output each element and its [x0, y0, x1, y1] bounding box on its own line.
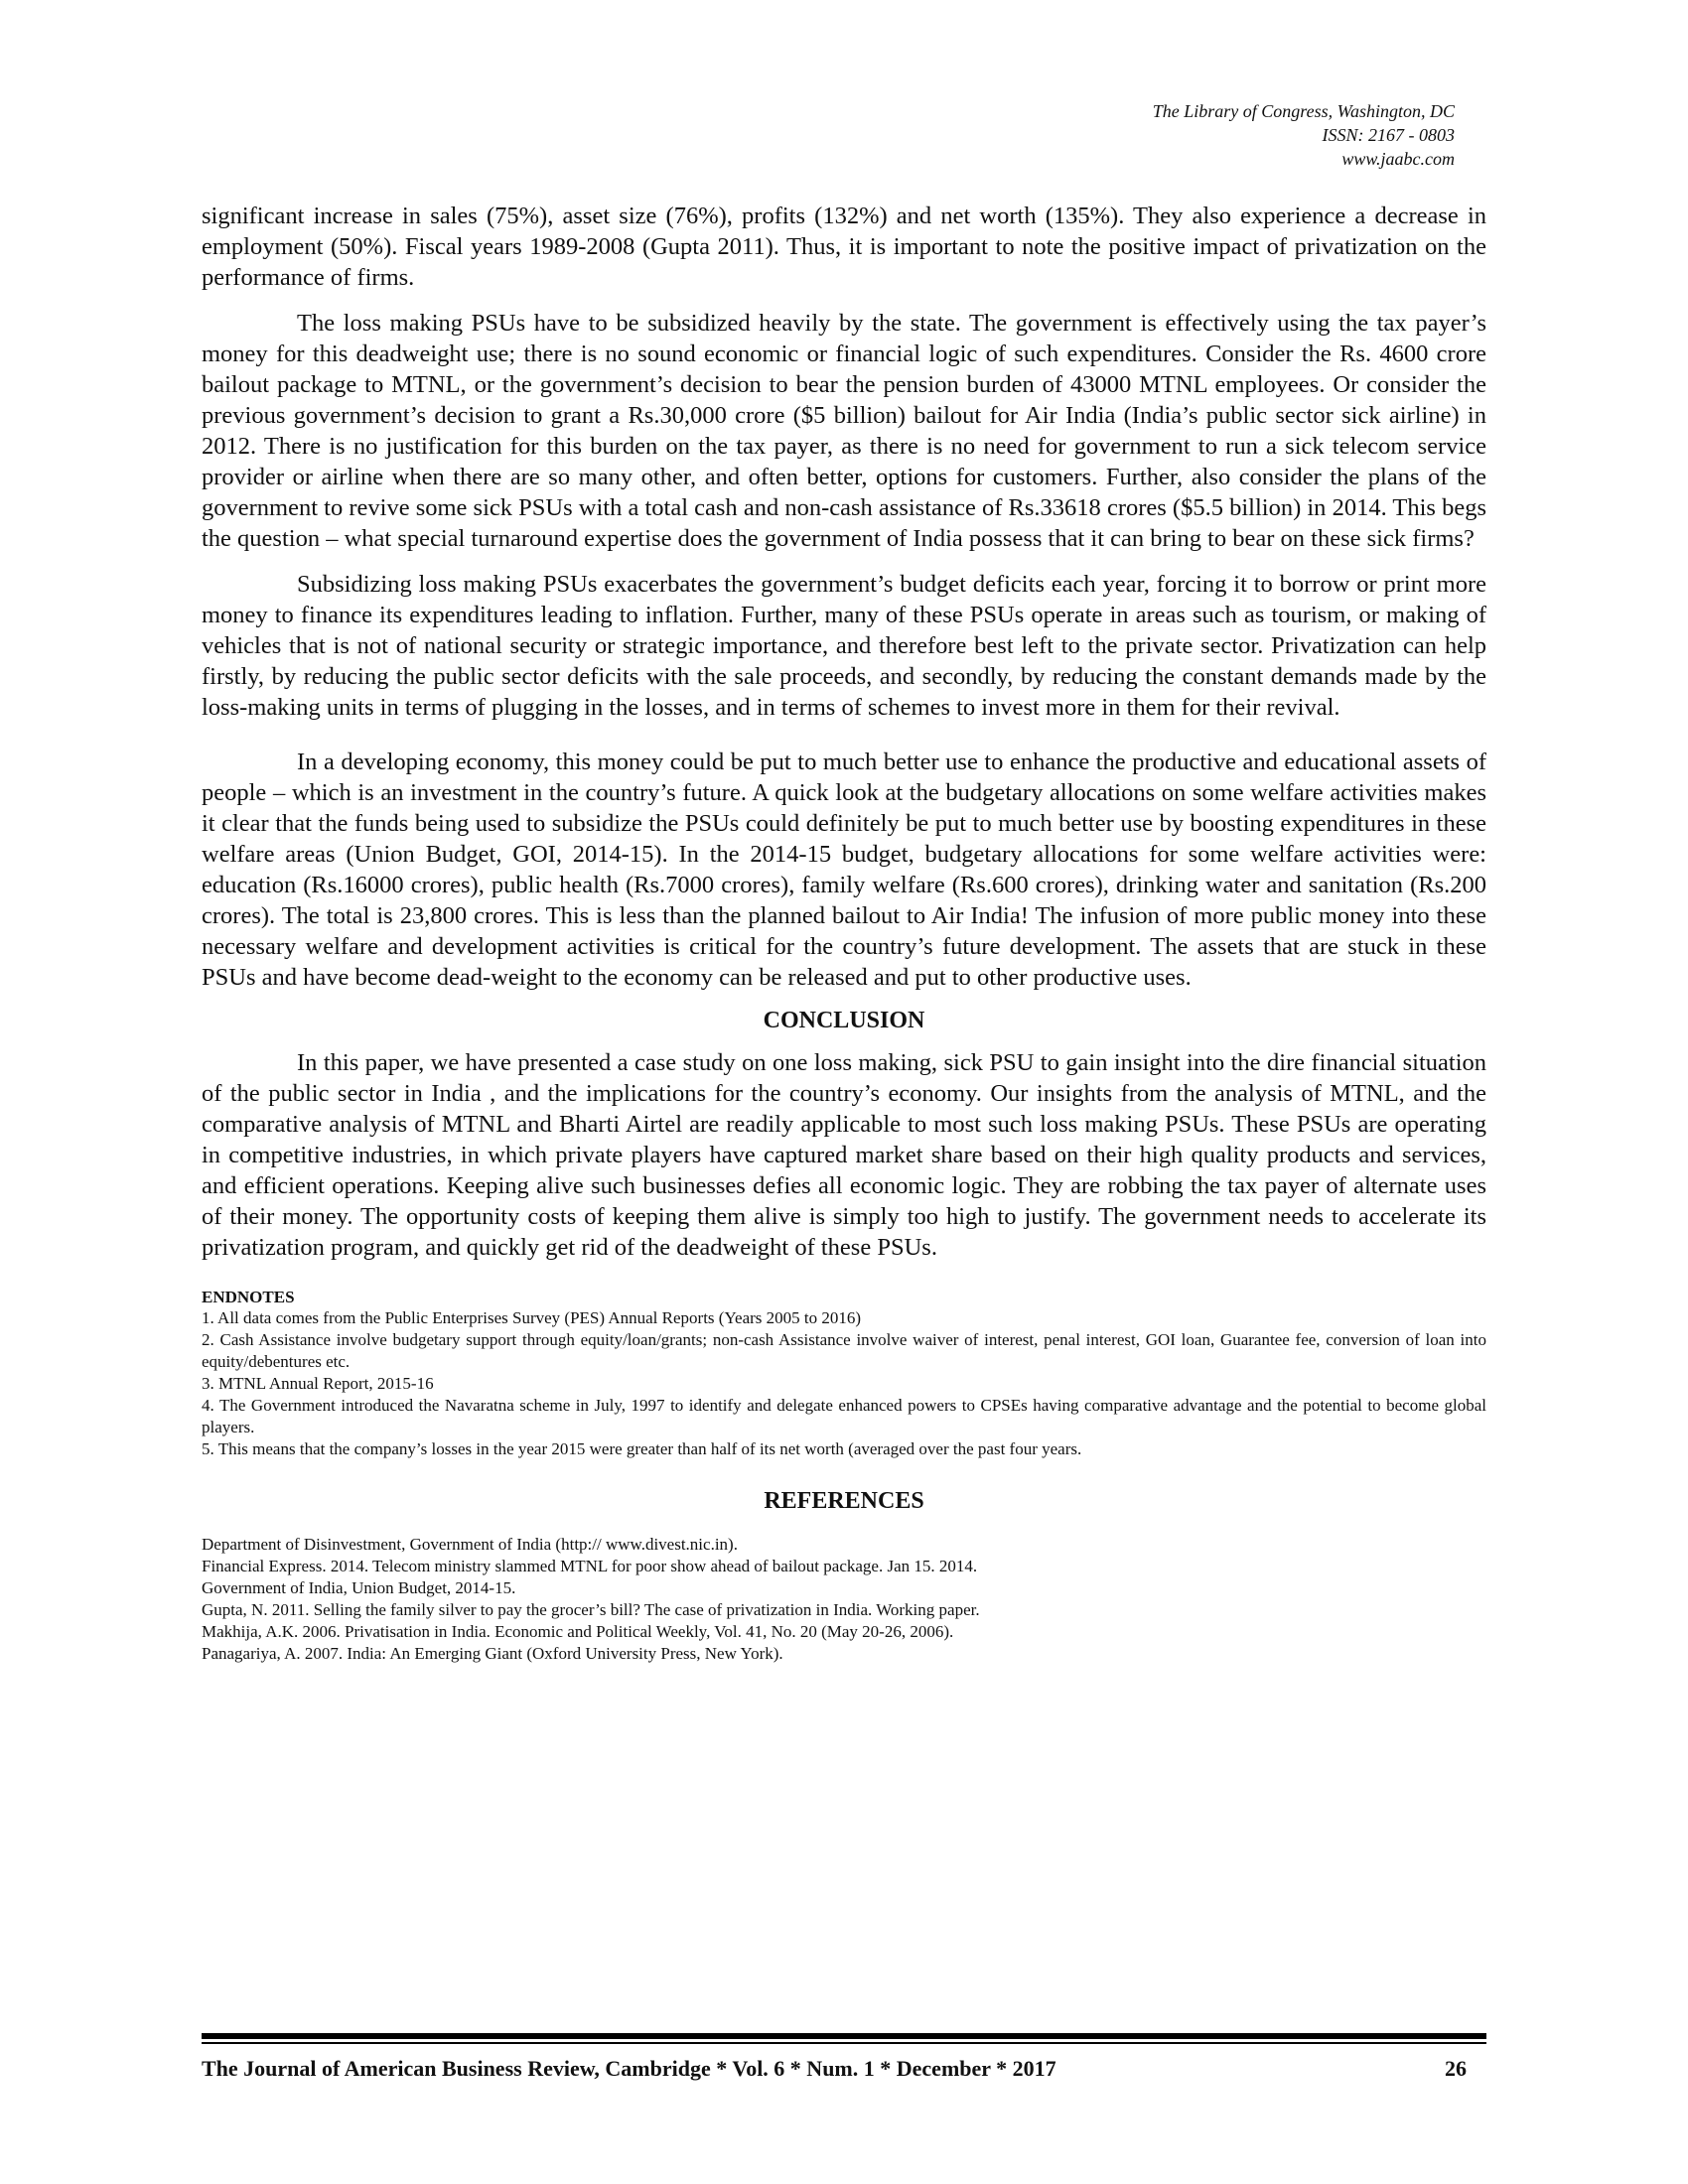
references-heading: REFERENCES [764, 1488, 924, 1514]
header-library: The Library of Congress, Washington, DC [1152, 101, 1455, 121]
endnotes-heading: ENDNOTES [202, 1288, 295, 1306]
header-website: www.jaabc.com [1341, 149, 1455, 169]
article-body [202, 201, 1486, 1665]
body-paragraph-2: The loss making PSUs have to be subsidized heavily by the state. The government is effectively using the tax payer’s money for this deadweight use; there is no sound economic or financial logic of such expenditures. Consider the Rs. 4600 crore bailout package to MTNL, or the government’s decision to bear the pension burden of 43000 MTNL employees. Or consider the previous government’s decision to grant a Rs.30,000 crore ($5 billion) bailout for Air India (India’s public sector sick airline) in 2012. There is no justification for this burden on the tax payer, as there is no need for government to run a sick telecom service provider or airline when there are so many other, and often better, options for customers. Further, also consider the plans of the government to revive some sick PSUs with a total cash and non-cash assistance of Rs.33618 crores ($5.5 billion) in 2014. This begs the question – what special turnaround expertise does the government of India possess that it can bring to bear on these sick firms? [202, 310, 1486, 552]
reference-item: Gupta, N. 2011. Selling the family silver to pay the grocer’s bill? The case of privatization in India. Working paper. [202, 1600, 980, 1619]
endnote-item: 1. All data comes from the Public Enterprises Survey (PES) Annual Reports (Years 2005 to 2016) [202, 1308, 862, 1327]
body-paragraph-3: Subsidizing loss making PSUs exacerbates the government’s budget deficits each year, forcing it to borrow or print more money to finance its expenditures leading to inflation. Further, many of these PSUs operate in areas such as tourism, or making of vehicles that is not of national security or strategic importance, and therefore best left to the private sector. Privatization can help firstly, by reducing the public sector deficits with the sale proceeds, and secondly, by reducing the constant demands made by the loss-making units in terms of plugging in the losses, and in terms of schemes to invest more in them for their revival. [202, 571, 1486, 721]
endnote-item: 2. Cash Assistance involve budgetary support through equity/loan/grants; non-cash Assistance involve waiver of interest, penal interest, GOI loan, Guarantee fee, conversion of loan into equity/debentures etc. [202, 1330, 1486, 1371]
journal-footer [202, 2055, 1486, 2083]
reference-item: Government of India, Union Budget, 2014-15. [202, 1578, 516, 1597]
body-paragraph-1: significant increase in sales (75%), asset size (76%), profits (132%) and net worth (135%). They also experience a decrease in employment (50%). Fiscal years 1989-2008 (Gupta 2011). Thus, it is important to note the positive impact of privatization on the performance of firms. [202, 203, 1486, 291]
header-issn: ISSN: 2167 - 0803 [1322, 125, 1455, 145]
journal-header [1153, 99, 1455, 171]
page-number: 26 [1445, 2056, 1467, 2081]
reference-item: Panagariya, A. 2007. India: An Emerging Giant (Oxford University Press, New York). [202, 1644, 783, 1663]
endnote-item: 4. The Government introduced the Navaratna scheme in July, 1997 to identify and delegate enhanced powers to CPSEs having comparative advantage and the potential to become global players. [202, 1396, 1486, 1436]
endnote-item: 5. This means that the company’s losses in the year 2015 were greater than half of its net worth (averaged over the past four years. [202, 1439, 1082, 1458]
footer-rule-thick [202, 2033, 1486, 2039]
endnote-item: 3. MTNL Annual Report, 2015-16 [202, 1374, 434, 1393]
footer-journal-title: The Journal of American Business Review, Cambridge * Vol. 6 * Num. 1 * December * 2017 [202, 2056, 1056, 2081]
reference-item: Department of Disinvestment, Government of India (http:// www.divest.nic.in). [202, 1535, 738, 1554]
body-paragraph-4: In a developing economy, this money could be put to much better use to enhance the productive and educational assets of people – which is an investment in the country’s future. A quick look at the budgetary allocations on some welfare activities makes it clear that the funds being used to subsidize the PSUs could definitely be put to much better use by boosting expenditures in these welfare areas (Union Budget, GOI, 2014-15). In the 2014-15 budget, budgetary allocations for some welfare activities were: education (Rs.16000 crores), public health (Rs.7000 crores), family welfare (Rs.600 crores), drinking water and sanitation (Rs.200 crores). The total is 23,800 crores. This is less than the planned bailout to Air India! The infusion of more public money into these necessary welfare and development activities is critical for the country’s future development. The assets that are stuck in these PSUs and have become dead-weight to the economy can be released and put to other productive uses. [202, 749, 1486, 991]
conclusion-heading: CONCLUSION [763, 1008, 925, 1033]
reference-item: Financial Express. 2014. Telecom ministry slammed MTNL for poor show ahead of bailout package. Jan 15. 2014. [202, 1557, 978, 1575]
reference-item: Makhija, A.K. 2006. Privatisation in India. Economic and Political Weekly, Vol. 41, No. 20 (May 20-26, 2006). [202, 1622, 954, 1641]
conclusion-paragraph: In this paper, we have presented a case study on one loss making, sick PSU to gain insight into the dire financial situation of the public sector in India , and the implications for the country’s economy. Our insights from the analysis of MTNL, and the comparative analysis of MTNL and Bharti Airtel are readily applicable to most such loss making PSUs. These PSUs are operating in competitive industries, in which private players have captured market share based on their high quality products and services, and efficient operations. Keeping alive such businesses defies all economic logic. They are robbing the tax payer of alternate uses of their money. The opportunity costs of keeping them alive is simply too high to justify. The government needs to accelerate its privatization program, and quickly get rid of the deadweight of these PSUs. [202, 1049, 1486, 1261]
footer-rule-thin [202, 2042, 1486, 2044]
